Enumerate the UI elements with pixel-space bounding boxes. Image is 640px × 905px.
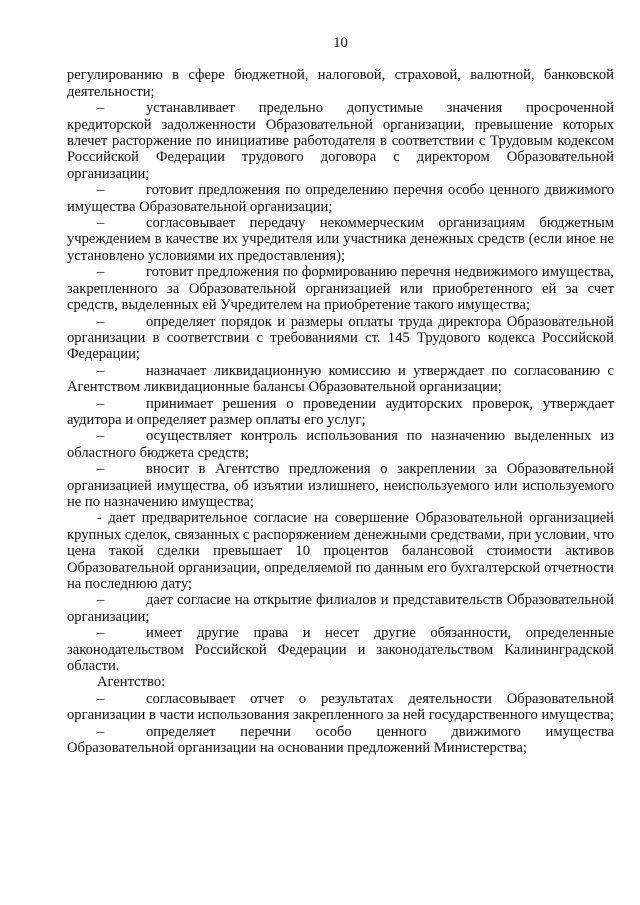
paragraph-continuation: регулированию в сфере бюджетной, налоговой, страховой, валютной, банковской деятельности; <box>67 67 614 100</box>
list-item-text: вносит в Агентство предложения о закреплении за Образовательной организацией имущества, об изъятии излишнего, неиспользуемого или используемого не по назначению имущества; <box>67 461 614 510</box>
list-item-text: согласовывает отчет о результатах деятельности Образовательной организации в части использования закрепленного за ней государственного имущества; <box>67 690 615 724</box>
list-item-text: осуществляет контроль использования по назначению выделенных из областного бюджета средств; <box>67 428 614 461</box>
list-dash: – <box>97 461 105 478</box>
list-dash: – <box>97 428 105 445</box>
list-dash: – <box>97 395 105 412</box>
list-item <box>67 314 614 363</box>
list-dash: – <box>97 313 105 330</box>
list-item-text: устанавливает предельно допустимые значения просроченной кредиторской задолженности Образовательной организации, превышение которых влечет расторжение по инициативе работодателя в соответствии с Трудовым кодексом Российской Федерации трудового договора с директором Образовательной организации; <box>67 100 614 182</box>
list-dash: – <box>97 182 105 199</box>
list-item-text: имеет другие права и несет другие обязанности, определенные законодательством Российской Федерации и законодательством Калининградской области. <box>67 625 614 675</box>
list-item <box>67 461 614 510</box>
list-item <box>67 592 614 625</box>
page-number: 10 <box>333 35 348 51</box>
list-item-text: определяет перечни особо ценного движимого имущества Образовательной организации на основании предложений Министерства; <box>67 723 614 757</box>
list-dash: – <box>97 215 105 232</box>
list-item <box>67 363 614 396</box>
list-dash: – <box>97 723 105 740</box>
list-dash: – <box>97 690 105 707</box>
list-item <box>67 625 614 674</box>
document-body <box>67 67 614 756</box>
list-item-text: определяет порядок и размеры оплаты труда директора Образовательной организации в соответствии с требованиями ст. 145 Трудового кодекса Российской Федерации; <box>67 313 614 363</box>
list-item-text: готовит предложения по определению перечня особо ценного движимого имущества Образовательной организации; <box>67 182 614 215</box>
list-item-text: дает согласие на открытие филиалов и представительств Образовательной организации; <box>67 592 614 625</box>
list-item <box>67 215 614 264</box>
list-item-text: принимает решения о проведении аудиторских проверок, утверждает аудитора и определяет размер оплаты его услуг; <box>67 395 614 428</box>
list-item <box>67 691 614 724</box>
list-dash: – <box>97 625 105 642</box>
list-dash: – <box>97 362 105 379</box>
list-item <box>67 100 614 182</box>
list-dash: – <box>97 592 105 609</box>
list-dash: – <box>97 264 105 281</box>
list-item <box>67 724 614 757</box>
list-dash: – <box>97 100 105 117</box>
list-item-text: назначает ликвидационную комиссию и утверждает по согласованию с Агентством ликвидационные балансы Образовательной организации; <box>67 362 614 396</box>
list-item <box>67 264 614 313</box>
list-item-text: согласовывает передачу некоммерческим организациям бюджетным учреждением в качестве их учредителя или участника денежных средств (если иное не установлено условиями их предоставления); <box>67 215 614 264</box>
list-item <box>67 428 614 461</box>
paragraph: Агентство: <box>97 674 166 691</box>
paragraph: - дает предварительное согласие на совершение Образовательной организацией крупных сделок, связанных с распоряжением денежными средствами, при условии, что цена такой сделки превышает 10 процентов балансовой стоимости активов Образовательной организации, определяемой по данным его бухгалтерской отчетности на последнюю дату; <box>67 510 614 592</box>
list-item <box>67 182 614 215</box>
list-item-text: готовит предложения по формированию перечня недвижимого имущества, закрепленного за Образовательной организацией или приобретенного ей за счет средств, выделенных ей Учредителем на приобретение такого имущества; <box>67 264 614 314</box>
list-item <box>67 396 614 429</box>
